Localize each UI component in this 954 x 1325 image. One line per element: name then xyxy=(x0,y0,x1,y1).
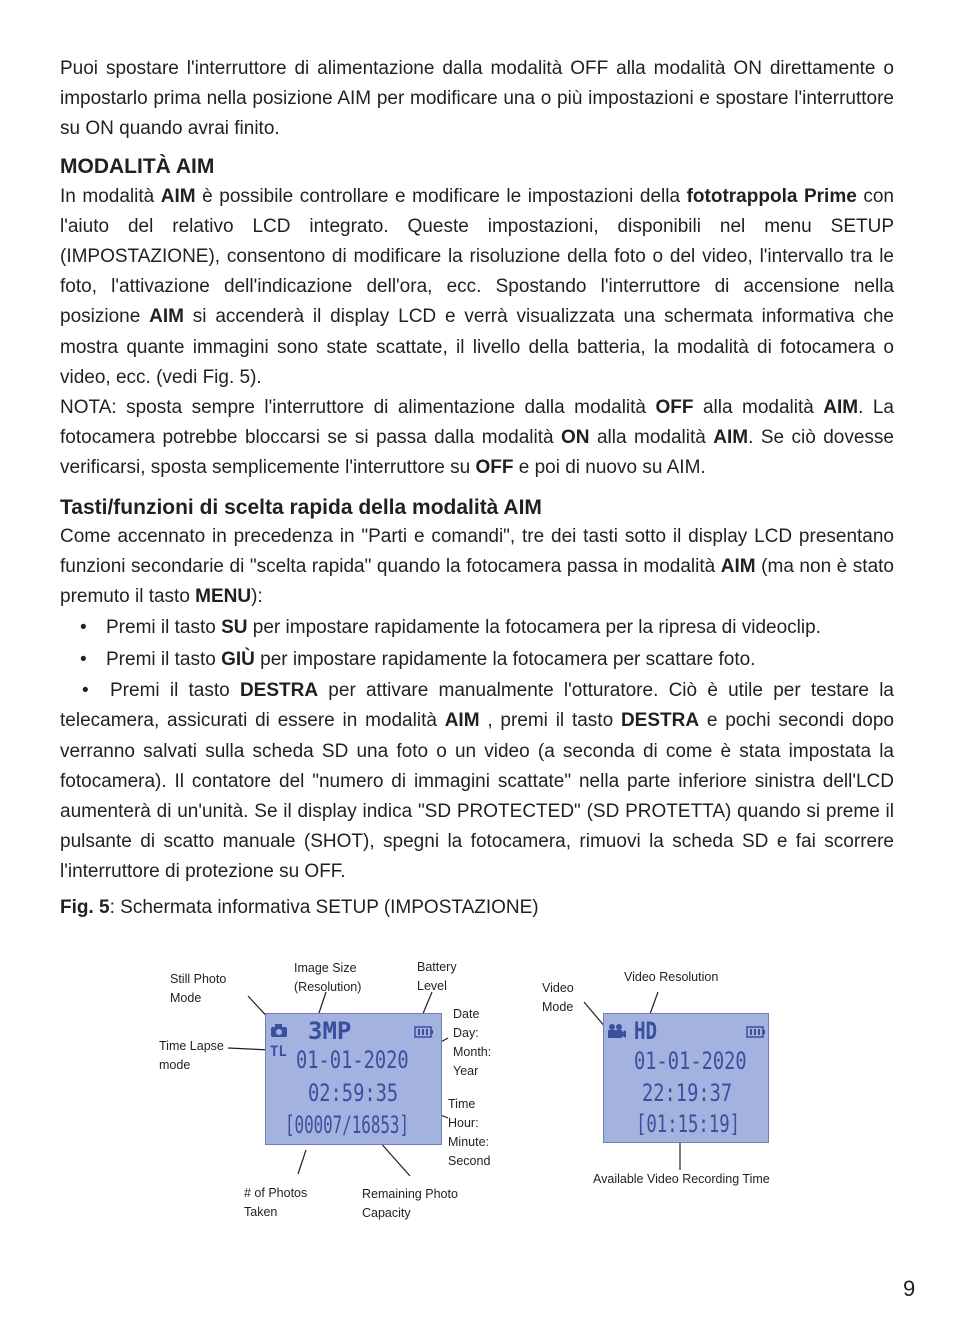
label-video-resolution: Video Resolution xyxy=(624,970,719,984)
note-paragraph: NOTA: sposta sempre l'interruttore di alimentazione dalla modalità OFF alla modalità AIM. La fotocamera potrebbe bloccarsi se si passa dalla modalità ON alla modalità AIM. Se ciò dovesse verificarsi, sposta semplicemente l'interruttore su OFF e poi di nuovo su AIM. xyxy=(60,397,894,479)
recording-time-readout: [01:15:19] xyxy=(636,1110,741,1138)
time-readout: 22:19:37 xyxy=(642,1079,733,1107)
video-lcd-screen xyxy=(603,1013,769,1143)
video-camera-icon xyxy=(607,1023,627,1039)
quick-keys-paragraph: Come accennato in precedenza in "Parti e comandi", tre dei tasti sotto il display LCD presentano funzioni secondarie di "scelta rapida" quando la fotocamera passa in modalità AIM (ma non è stato premuto il tasto MENU): xyxy=(60,525,894,608)
label-photos-taken: # of Photos Taken xyxy=(244,1186,308,1219)
battery-icon xyxy=(746,1026,766,1038)
page-content xyxy=(60,54,894,923)
label-battery-level: Battery Level xyxy=(417,960,457,993)
page-number: 9 xyxy=(903,1276,916,1301)
camera-icon xyxy=(270,1023,288,1038)
list-item: • Premi il tasto SU per impostare rapidamente la fotocamera per la ripresa di videoclip. xyxy=(80,617,821,639)
label-date: Date Day: Month: Year xyxy=(453,1007,492,1078)
label-image-size: Image Size (Resolution) xyxy=(294,961,362,994)
time-readout: 02:59:35 xyxy=(308,1079,399,1107)
image-size-readout: 3MP xyxy=(308,1017,352,1045)
label-still-photo-mode: Still Photo Mode xyxy=(170,972,227,1005)
list-item: • Premi il tasto GIÙ per impostare rapidamente la fotocamera per scattare foto. xyxy=(80,649,756,671)
intro-paragraph: Puoi spostare l'interruttore di alimentazione dalla modalità OFF alla modalità ON direttamente o impostarlo prima nella posizione AIM per modificare una o più impostazioni e spostare l'interruttore su ON quando avrai finito. xyxy=(60,58,894,140)
figure-caption: Fig. 5: Schermata informativa SETUP (IMPOSTAZIONE) xyxy=(60,896,539,918)
quick-keys-list xyxy=(60,612,894,676)
label-available-recording-time: Available Video Recording Time xyxy=(593,1172,770,1186)
label-remaining-capacity: Remaining Photo Capacity xyxy=(362,1187,458,1220)
aim-heading: MODALITÀ AIM xyxy=(60,154,215,178)
label-time-lapse-mode: Time Lapse mode xyxy=(159,1039,224,1072)
label-video-mode: Video Mode xyxy=(542,981,574,1014)
shutter-bullet-paragraph: • Premi il tasto DESTRA per attivare manualmente l'otturatore. Ciò è utile per testare la telecamera, assicurati di essere in modalità AIM , premi il tasto DESTRA e pochi secondi dopo verranno salvati sulla scheda SD una foto o un video (a seconda di come è stata impostata la fotocamera). Il contatore del "numero di immagini scattate" nella parte inferiore sinistra dell'LCD aumenterà di un'unità. Se il display indica "SD PROTECTED" (SD PROTETTA) quando si preme il pulsante di scatto manuale (SHOT), spegni la fotocamera, rimuovi la scheda SD e fai scorrere l'interruttore di protezione su OFF. xyxy=(60,680,894,883)
aim-paragraph: In modalità AIM è possibile controllare e modificare le impostazioni della fototrappola Prime con l'aiuto del relativo LCD integrato. Queste impostazioni, disponibili nel menu SETUP (IMPOSTAZIONE), consentono di modificare la risoluzione della foto o del video, l'intervallo tra le foto, l'attivazione dell'indicazione dell'ora, ecc. Spostando l'interruttore di accensione nella posizione AIM si accenderà il display LCD e verrà visualizzata una schermata informativa che mostra quante immagini sono state scattate, il livello della batteria, la modalità di fotocamera o video, ecc. (vedi Fig. 5). xyxy=(60,185,894,388)
video-resolution-readout: HD xyxy=(634,1017,658,1045)
quick-keys-heading: Tasti/funzioni di scelta rapida della modalità AIM xyxy=(60,495,542,519)
figure-5 xyxy=(0,950,954,1240)
date-readout: 01-01-2020 xyxy=(296,1046,409,1074)
date-readout: 01-01-2020 xyxy=(634,1047,747,1075)
time-lapse-indicator: TL xyxy=(270,1044,287,1060)
battery-icon xyxy=(414,1026,434,1038)
photo-counter-readout: [00007/16853] xyxy=(285,1111,409,1139)
label-time: Time Hour: Minute: Second xyxy=(448,1097,491,1168)
photo-lcd-screen xyxy=(265,1013,442,1145)
